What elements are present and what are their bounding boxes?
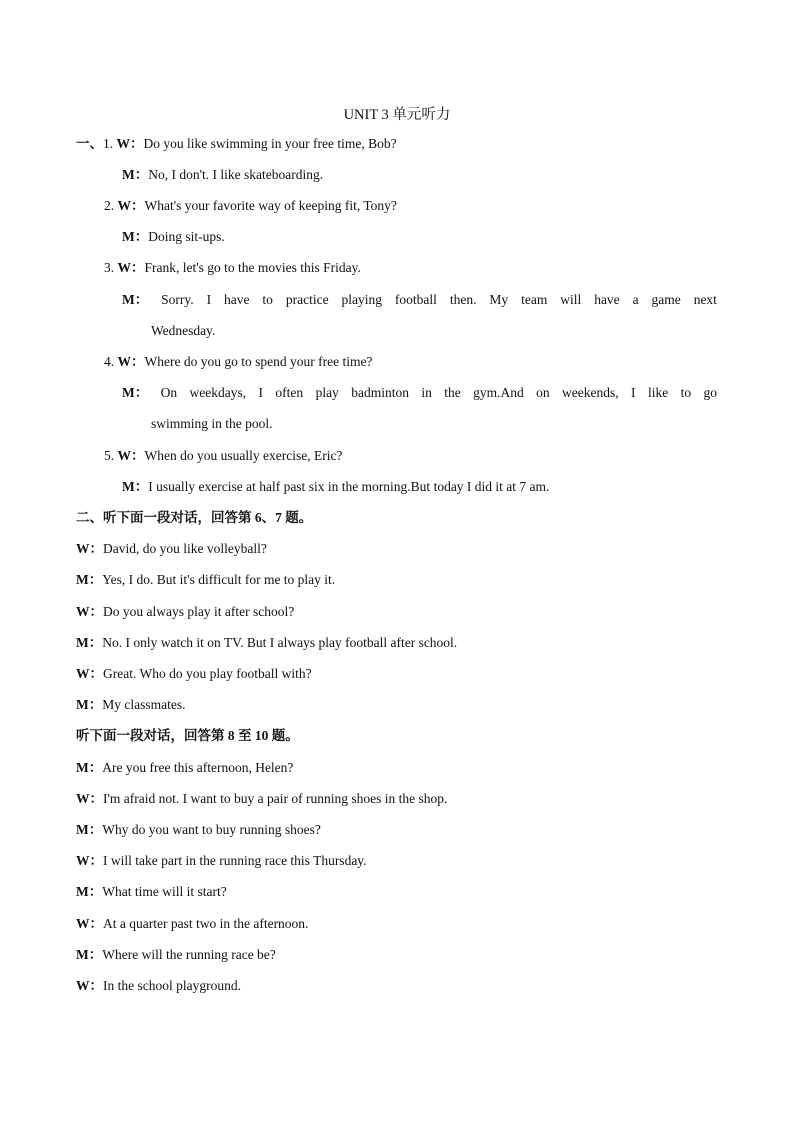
- speaker-label: M：: [76, 884, 103, 899]
- speaker-label: W：: [117, 354, 145, 369]
- word: a: [632, 292, 639, 307]
- word: I: [631, 385, 636, 400]
- page-title: UNIT 3 单元听力: [343, 107, 451, 123]
- item-4-m-continuation: swimming in the pool.: [151, 416, 273, 431]
- dialogue-text: David, do you like volleyball?: [103, 541, 267, 556]
- dialogue-line: [76, 946, 276, 964]
- dialogue-text: At a quarter past two in the afternoon.: [103, 916, 309, 931]
- word: playing: [341, 292, 382, 307]
- word: play: [315, 385, 339, 400]
- speaker-label: M：: [76, 572, 103, 587]
- speaker-label: W：: [76, 978, 103, 993]
- speaker-label: M：: [122, 479, 149, 494]
- speaker-label: W：: [76, 604, 103, 619]
- word: next: [693, 292, 717, 307]
- item-4-number: 4.: [104, 354, 118, 369]
- item-5-w-line: [104, 447, 342, 465]
- dialogue-line: [76, 571, 335, 589]
- speaker-label: W：: [76, 541, 103, 556]
- speaker-label: W：: [76, 916, 103, 931]
- item-1-w-line: [76, 135, 397, 153]
- dialogue-line: [76, 883, 227, 901]
- dialogue-line: [76, 977, 241, 995]
- dialogue-text: Do you always play it after school?: [103, 604, 295, 619]
- speaker-label: M：: [76, 635, 103, 650]
- item-2-m-text: Doing sit-ups.: [148, 229, 225, 244]
- item-1-m-line: [122, 166, 323, 184]
- word: to: [680, 385, 692, 400]
- word: weekends,: [562, 385, 619, 400]
- speaker-label: W：: [116, 136, 144, 151]
- speaker-label: W：: [76, 666, 103, 681]
- item-5-m-line: [122, 478, 549, 496]
- word: practice: [285, 292, 329, 307]
- item-5-m-text: I usually exercise at half past six in the morning.But today I did it at 7 am.: [148, 479, 550, 494]
- item-3-number: 3.: [104, 260, 118, 275]
- item-5-number: 5.: [104, 448, 118, 463]
- speaker-label: M：: [76, 760, 103, 775]
- item-3-w-line: [104, 259, 361, 277]
- dialogue-text: I will take part in the running race this Thursday.: [103, 853, 367, 868]
- dialogue-line: [76, 915, 308, 933]
- word: Sorry.: [161, 292, 194, 307]
- item-3-m-line: [122, 291, 717, 309]
- word: have: [224, 292, 250, 307]
- dialogue-line: [76, 665, 312, 683]
- word: football: [394, 292, 437, 307]
- word: then.: [449, 292, 477, 307]
- word: often: [275, 385, 304, 400]
- item-1-number: 1.: [103, 136, 117, 151]
- item-3-w-text: Frank, let's go to the movies this Friday.: [144, 260, 361, 275]
- dialogue-text: What time will it start?: [102, 884, 227, 899]
- word: like: [647, 385, 669, 400]
- speaker-label: M：: [122, 167, 149, 182]
- word: will: [560, 292, 582, 307]
- dialogue-line: [76, 759, 293, 777]
- dialogue-line: [76, 603, 294, 621]
- speaker-label: W：: [117, 260, 145, 275]
- dialogue-text: In the school playground.: [103, 978, 241, 993]
- speaker-label: M：: [76, 697, 103, 712]
- dialogue-text: Why do you want to buy running shoes?: [102, 822, 321, 837]
- section3-heading: 听下面一段对话，回答第 8 至 10 题。: [76, 728, 299, 743]
- item-2-w-text: What's your favorite way of keeping fit, Tony?: [144, 198, 397, 213]
- item-4-w-line: [104, 353, 372, 371]
- dialogue-line: [76, 634, 457, 652]
- word: the: [444, 385, 461, 400]
- word: gym.And: [473, 385, 524, 400]
- word: On: [160, 385, 178, 400]
- item-2-w-line: [104, 197, 397, 215]
- dialogue-line: [76, 821, 321, 839]
- speaker-label: W：: [117, 198, 145, 213]
- speaker-label: W：: [76, 853, 103, 868]
- word: team: [521, 292, 548, 307]
- speaker-label: M：: [122, 292, 149, 307]
- dialogue-text: Yes, I do. But it's difficult for me to play it.: [102, 572, 336, 587]
- item-2-m-line: [122, 228, 225, 246]
- dialogue-text: No. I only watch it on TV. But I always play football after school.: [102, 635, 458, 650]
- speaker-label: M：: [122, 385, 149, 400]
- dialogue-text: I'm afraid not. I want to buy a pair of running shoes in the shop.: [103, 791, 448, 806]
- item-5-w-text: When do you usually exercise, Eric?: [144, 448, 343, 463]
- word: in: [421, 385, 432, 400]
- item-4-m-line: [122, 384, 717, 402]
- dialogue-text: My classmates.: [102, 697, 186, 712]
- speaker-label: M：: [122, 229, 149, 244]
- word: to: [262, 292, 273, 307]
- dialogue-text: Are you free this afternoon, Helen?: [102, 760, 294, 775]
- item-2-number: 2.: [104, 198, 118, 213]
- word: go: [703, 385, 717, 400]
- word: I: [206, 292, 212, 307]
- word: I: [258, 385, 264, 400]
- word: on: [536, 385, 550, 400]
- section2-heading: 二、听下面一段对话，回答第 6、7 题。: [76, 510, 313, 525]
- dialogue-text: Great. Who do you play football with?: [103, 666, 312, 681]
- word: badminton: [351, 385, 409, 400]
- word: My: [489, 292, 509, 307]
- dialogue-text: Where will the running race be?: [102, 947, 276, 962]
- speaker-label: W：: [76, 791, 103, 806]
- item-1-w-text: Do you like swimming in your free time, Bob?: [143, 136, 397, 151]
- speaker-label: M：: [76, 947, 103, 962]
- dialogue-line: [76, 540, 267, 558]
- item-4-w-text: Where do you go to spend your free time?: [144, 354, 373, 369]
- word: have: [594, 292, 620, 307]
- dialogue-line: [76, 790, 447, 808]
- item-1-m-text: No, I don't. I like skateboarding.: [148, 167, 324, 182]
- dialogue-line: [76, 852, 367, 870]
- dialogue-line: [76, 696, 186, 714]
- speaker-label: W：: [117, 448, 145, 463]
- word: game: [651, 292, 681, 307]
- item-3-m-continuation: Wednesday.: [151, 323, 216, 338]
- section1-marker: 一、: [76, 136, 103, 151]
- word: weekdays,: [189, 385, 247, 400]
- speaker-label: M：: [76, 822, 103, 837]
